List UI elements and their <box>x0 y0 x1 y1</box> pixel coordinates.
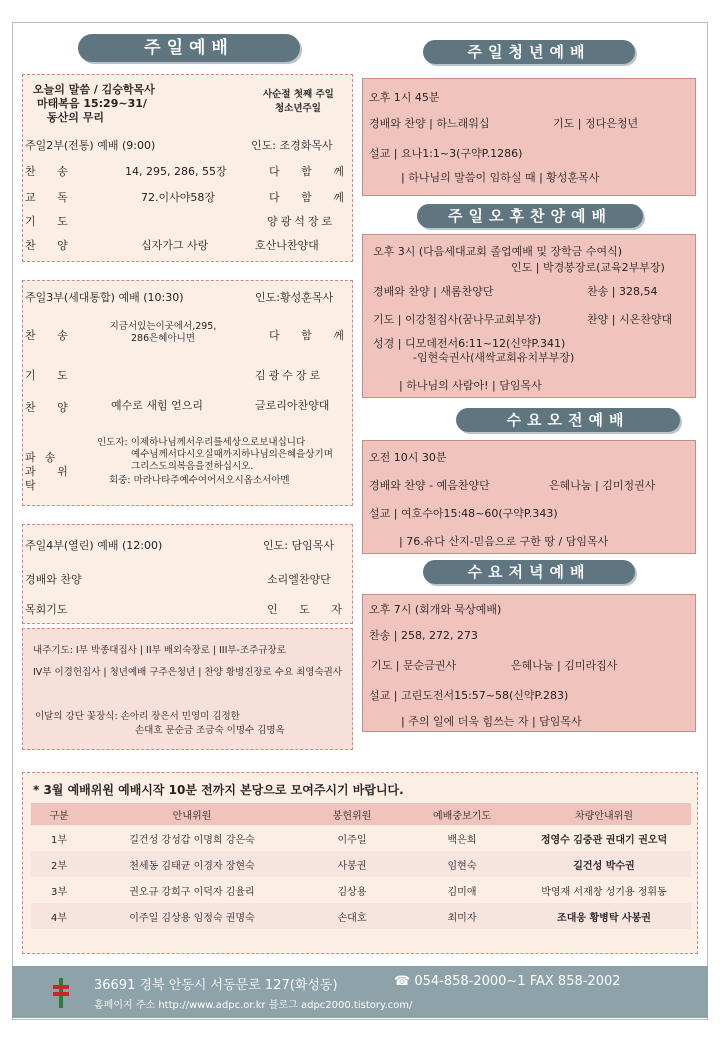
service-2-box <box>22 74 353 262</box>
table-row <box>31 851 691 877</box>
cell: 임현숙 <box>447 860 477 872</box>
order-label: 목회기도 <box>25 603 68 616</box>
web-links[interactable]: 홈페이지 주소 http://www.adpc.or.kr 블로그 adpc2000.tistory.com/ <box>94 1000 413 1011</box>
flower-line: 이달의 강단 꽃장식: 손아리 장은서 민영미 김정한 <box>35 711 240 722</box>
time: 오후 1시 45분 <box>369 91 440 104</box>
order-label: 찬 송 <box>25 165 77 178</box>
wed-morning-title: 수요오전예배 <box>456 408 680 432</box>
mission-label: 파송 과 위탁 <box>25 451 77 492</box>
cell: 길건성 강성갑 이명희 강은숙 <box>129 834 255 846</box>
sermon-title: 동산의 무리 <box>47 111 104 124</box>
mission-line: 예수님께서다시오실때까지하나님의은혜을상기며 <box>131 449 333 460</box>
leader: 인도 | 박경봉장로(교육2부부장) <box>511 261 665 274</box>
prayer-line: IV부 이경헌집사 | 청년예배 구주은청년 | 찬양 황병진장로 수요 최영숙권사 <box>33 667 343 678</box>
sermon-label: 오늘의 말씀 / 김승학목사 <box>33 83 155 96</box>
cell: 정영수 김중관 권대기 권오덕 <box>540 834 668 846</box>
week-label: 사순절 첫째 주일 <box>263 89 334 100</box>
footer <box>12 966 708 1018</box>
week-label-2: 청소년주일 <box>275 103 321 114</box>
sermon-text: 설교 | 고린도전서15:57~58(신약P.283) <box>369 689 569 702</box>
cell: 이주일 김상용 임정숙 권명숙 <box>129 912 255 924</box>
cell: 1부 <box>50 834 68 846</box>
cell: 박영재 서재창 성기용 정휘동 <box>541 886 667 898</box>
order-label: 기 도 <box>25 215 77 228</box>
prayer: 기도 | 이강철집사(꿈나무교회부장) <box>373 313 542 326</box>
mission-line: 그리스도의복음을전하십시오. <box>131 461 254 472</box>
notes-box <box>22 628 353 750</box>
service-3-box <box>22 280 353 506</box>
order-content: 지금서있는이곳에서,295, 286은혜아니면 <box>109 321 217 344</box>
flower-line: 손대호 문순금 조금숙 이명수 김명옥 <box>135 725 285 736</box>
cell: 길건성 박수권 <box>573 860 635 872</box>
sharing: 은혜나눔 | 김미정권사 <box>549 479 656 492</box>
praise: 경배와 찬양 | 하느래워십 <box>369 117 490 130</box>
time: 오전 10시 30분 <box>369 451 447 464</box>
committee-box <box>22 772 698 954</box>
mission-line: 인도자: 이제하나님께서우리를세상으로보내십니다 <box>97 437 306 448</box>
header-cell: 봉헌위원 <box>297 803 407 825</box>
service-3-leader: 인도:황성훈목사 <box>255 291 334 304</box>
service-2-head: 주일2부(전통) 예배 (9:00) <box>25 139 156 152</box>
order-person: 다 함 께 <box>269 191 353 204</box>
service-4-leader: 인도: 담임목사 <box>263 539 334 552</box>
afternoon-box <box>362 234 696 398</box>
wed-evening-title: 수요저녁예배 <box>423 560 635 584</box>
order-person: 인 도 자 <box>267 603 351 616</box>
table-row <box>31 877 691 903</box>
order-content: 십자가그 사랑 <box>141 239 209 252</box>
sunday-worship-title: 주일예배 <box>78 34 300 62</box>
youth-worship-title: 주일청년예배 <box>423 40 635 64</box>
order-label: 기 도 <box>25 369 77 382</box>
order-content: 14, 295, 286, 55장 <box>125 165 227 178</box>
choir: 찬양 | 시온찬양대 <box>587 313 673 326</box>
cell: 3부 <box>50 886 68 898</box>
order-label: 찬 양 <box>25 401 77 414</box>
header-cell: 차량안내위원 <box>517 803 691 825</box>
table-row <box>31 903 691 929</box>
sermon-text: 설교 | 여호수아15:48~60(구약P.343) <box>369 507 558 520</box>
wed-evening-box <box>362 594 696 732</box>
cell: 이주일 <box>337 834 367 846</box>
time: 오후 7시 (회개와 묵상예배) <box>369 603 502 616</box>
cell: 사봉권 <box>337 860 367 872</box>
order-person: 김광수장로 <box>255 369 324 382</box>
order-person: 호산나찬양대 <box>255 239 319 252</box>
order-label: 찬 송 <box>25 329 77 342</box>
cell: 백은희 <box>447 834 477 846</box>
sermon-title: | 하나님의 사람아! | 담임목사 <box>399 379 542 392</box>
hymn: 찬송 | 258, 272, 273 <box>369 629 478 642</box>
sermon-verse: 마태복음 15:29~31/ <box>37 97 147 110</box>
service-3-head: 주일3부(세대통합) 예배 (10:30) <box>25 291 184 304</box>
order-content: 72.이사야58장 <box>141 191 215 204</box>
cell: 권오규 강희구 이덕자 김율리 <box>129 886 255 898</box>
cell: 2부 <box>50 860 68 872</box>
sermon-title: | 하나님의 말씀이 임하실 때 | 황성훈목사 <box>401 171 600 184</box>
time: 오후 3시 (다음세대교회 졸업예배 및 장학금 수여식) <box>373 245 623 258</box>
committee-table <box>31 803 691 929</box>
order-person: 양광석장로 <box>267 215 336 228</box>
youth-box <box>362 78 696 196</box>
order-content: 예수로 새힘 얻으리 <box>111 399 204 412</box>
committee-title: * 3월 예배위원 예배시작 10분 전까지 본당으로 모여주시기 바랍니다. <box>33 783 404 797</box>
church-logo-icon <box>50 976 72 1010</box>
praise: 경배와 찬양 - 예음찬양단 <box>369 479 490 492</box>
sermon-text: 설교 | 요나1:1~3(구약P.1286) <box>369 147 523 160</box>
header-cell: 예배중보기도 <box>407 803 517 825</box>
mission-line: 회중: 마라나타주예수여어서오시옵소서아멘 <box>109 475 290 486</box>
header-cell: 구분 <box>31 803 87 825</box>
cell: 손대호 <box>337 912 367 924</box>
order-label: 교 독 <box>25 191 77 204</box>
wed-morning-box <box>362 440 696 554</box>
order-person: 글로리아찬양대 <box>255 399 330 412</box>
hymn: 찬송 | 328,54 <box>587 285 658 298</box>
order-person: 다 함 께 <box>269 165 353 178</box>
cell: 최미자 <box>447 912 477 924</box>
table-header <box>31 803 691 825</box>
address: 36691 경북 안동시 서동문로 127(화성동) <box>94 978 338 993</box>
sermon-title: | 주의 일에 더욱 힘쓰는 자 | 담임목사 <box>401 715 582 728</box>
cell: 조대웅 황병탁 사봉권 <box>557 912 651 924</box>
order-label: 찬 양 <box>25 239 77 252</box>
sermon-title: | 76.유다 산지-믿음으로 구한 땅 / 담임목사 <box>399 535 609 548</box>
service-4-box <box>22 524 353 624</box>
order-person: 다 함 께 <box>269 329 353 342</box>
prayer: 기도 | 정다은청년 <box>553 117 639 130</box>
praise: 경배와 찬양 | 새롬찬양단 <box>373 285 494 298</box>
table-row <box>31 825 691 851</box>
order-person: 소리엘찬양단 <box>267 573 331 586</box>
service-2-leader: 인도: 조경화목사 <box>251 139 333 152</box>
cell: 김상용 <box>337 886 367 898</box>
header-cell: 안내위원 <box>87 803 297 825</box>
prayer: 기도 | 문순금권사 <box>371 659 457 672</box>
cell: 김미애 <box>447 886 477 898</box>
scripture: 성경 | 디모데전서6:11~12(신약P.341) <box>373 337 566 350</box>
sharing: 은혜나눔 | 김미라집사 <box>511 659 618 672</box>
phone: ☎ 054-858-2000~1 FAX 858-2002 <box>394 974 621 989</box>
afternoon-worship-title: 주일오후찬양예배 <box>417 204 643 228</box>
prayer-line: 내주기도: I부 박종대집사 | II부 배외숙장로 | III부-조주규장로 <box>33 645 286 656</box>
order-label: 경배와 찬양 <box>25 573 82 586</box>
cell: 4부 <box>50 912 68 924</box>
cell: 천세동 김태균 이경자 장현숙 <box>129 860 255 872</box>
service-4-head: 주일4부(열린) 예배 (12:00) <box>25 539 163 552</box>
reader: -임현숙권사(새싹교회유치부부장) <box>413 351 575 364</box>
